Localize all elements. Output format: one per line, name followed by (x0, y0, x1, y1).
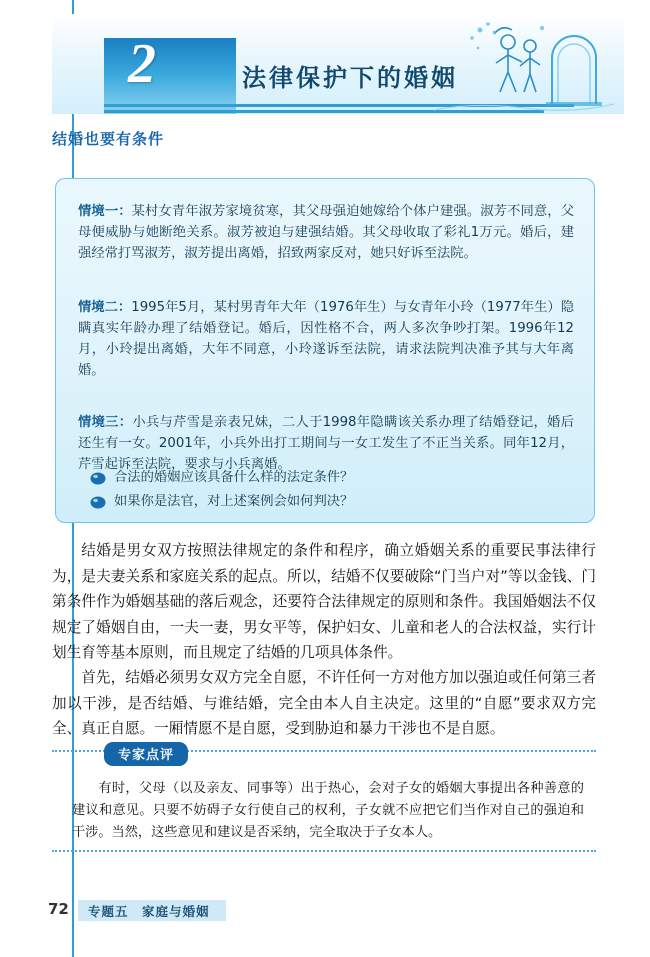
body-paragraph-1: 结婚是男女双方按照法律规定的条件和程序，确立婚姻关系的重要民事法律行为，是夫妻关系和家庭关系的起点。所以，结婚不仅要破除“门当户对”等以金钱、门第条件作为婚姻基础的落后观念，还要符合法律规定的原则和条件。我国婚姻法不仅规定了婚姻自由，一夫一妻，男女平等，保护妇女、儿童和老人的合法权益，实行计划生育等基本原则，而且规定了结婚的几项具体条件。 (52, 542, 596, 661)
running-title: 专题五 家庭与婚姻 (78, 900, 226, 921)
case-label-3: 情境三： (78, 415, 133, 430)
page-footer (0, 900, 650, 930)
question-bullet-icon (90, 496, 106, 509)
case-study-box (55, 178, 595, 523)
list-item (90, 469, 560, 487)
case-text-1: 某村女青年淑芳家境贫寒，其父母强迫她嫁给个体户建强。淑芳不同意，父母便威胁与她断绝关系。淑芳被迫与建强结婚。其父母收取了彩礼1万元。婚后，建强经常打骂淑芳，淑芳提出离婚，招致两家反对，她只好诉至法院。 (78, 204, 575, 261)
question-text-2: 如果你是法官，对上述案例会如何判决？ (114, 494, 354, 509)
chapter-number-block (104, 33, 236, 114)
list-item (90, 493, 560, 511)
expert-comment-text: 有时，父母（以及亲友、同事等）出于热心，会对子女的婚姻大事提出各种善意的建议和意见。只要不妨碍子女行使自己的权利，子女就不应把它们当作对自己的强迫和干涉。当然，这些意见和建议是否采纳，完全取决于子女本人。 (72, 781, 584, 840)
case-label-1: 情境一： (78, 204, 132, 219)
case-text-2: 1995年5月，某村男青年大年（1976年生）与女青年小玲（1977年生）隐瞒真实年龄办理了结婚登记。婚后，因性格不合，两人多次争吵打架。1996年12月，小玲提出离婚，大年不同意，小玲遂诉至法院，请求法院判决准予其与大年离婚。 (78, 300, 575, 378)
question-bullet-icon (90, 472, 106, 485)
divider-bottom (52, 850, 596, 854)
expert-comment-badge: 专家点评 (104, 742, 188, 766)
page-title: 法律保护下的婚姻 (242, 64, 458, 92)
section-heading: 结婚也要有条件 (52, 130, 165, 148)
case-label-2: 情境二： (78, 300, 132, 315)
chapter-banner (52, 14, 624, 114)
expert-comment-block (52, 742, 596, 852)
chapter-number: 2 (128, 33, 156, 95)
body-paragraph-2: 首先，结婚必须男女双方完全自愿，不许任何一方对他方加以强迫或任何第三者加以干涉，是否结婚、与谁结婚，完全由本人自主决定。这里的“自愿”要求双方完全、真正自愿。一厢情愿不是自愿，受到胁迫和暴力干涉也不是自愿。 (52, 669, 596, 737)
question-text-1: 合法的婚姻应该具备什么样的法定条件？ (114, 470, 354, 485)
case-text-3: 小兵与芹雪是亲表兄妹，二人于1998年隐瞒该关系办理了结婚登记，婚后还生有一女。2001年，小兵外出打工期间与一女工发生了不正当关系。同年12月，芹雪起诉至法院，要求与小兵离婚。 (78, 415, 574, 472)
illustration-couple-arch-icon (434, 16, 614, 114)
discussion-questions (90, 469, 560, 517)
case-paragraph-1 (78, 201, 574, 264)
case-paragraph-3 (78, 412, 574, 475)
page-number: 72 (48, 900, 69, 918)
case-paragraph-2 (78, 297, 574, 381)
